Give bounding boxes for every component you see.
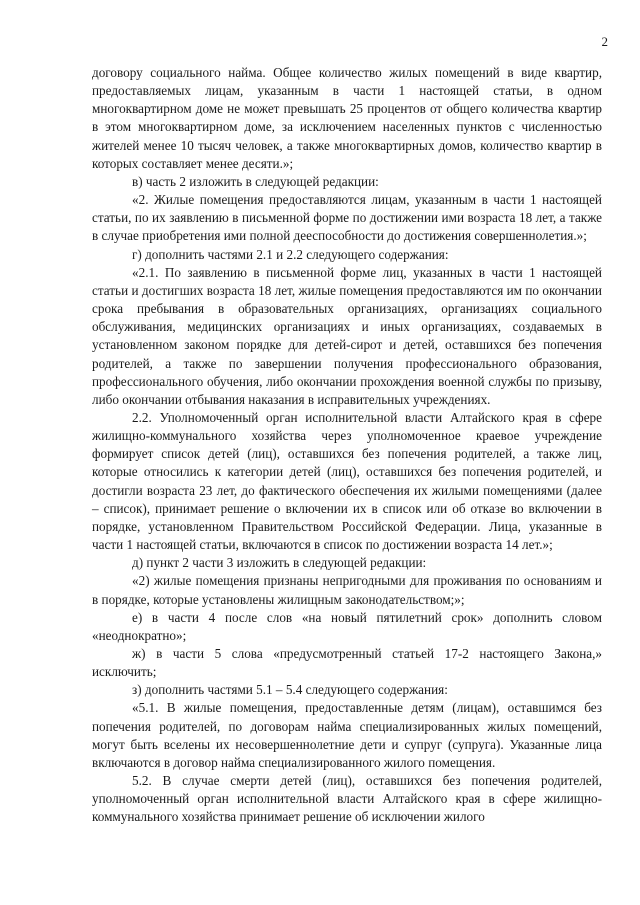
paragraph: г) дополнить частями 2.1 и 2.2 следующего содержания: [132,246,449,262]
paragraph: з) дополнить частями 5.1 – 5.4 следующего содержания: [132,682,448,698]
paragraph: е) в части 4 после слов «на новый пятилетний срок» дополнить словом «неоднократно»; [92,609,602,643]
paragraph: в) часть 2 изложить в следующей редакции: [132,173,379,189]
paragraph: договору социального найма. Общее количество жилых помещений в виде квартир, предоставляемых лицам, указанным в части 1 настоящей статьи, в одном многоквартирном доме не может превышать 25 процентов от общего количества квартир в этом многоквартирном доме, за исключением населенных пунктов с численностью жителей менее 10 тысяч человек, а также многоквартирных домов, количество квартир в которых составляет менее десяти.»; [92,65,602,171]
paragraph: «2.1. По заявлению в письменной форме лиц, указанных в части 1 настоящей статьи и достигших возраста 18 лет, жилые помещения предоставляются им по окончании срока пребывания в образовательных организациях, организациях социального обслуживания, медицинских организациях и иных организациях, создаваемых в установленном законом порядке для детей-сирот и детей, оставшихся без попечения родителей, а также по завершении получения профессионального образования, профессионального обучения, либо окончании прохождения военной службы по призыву, либо окончании отбывания наказания в исправительных учреждениях. [92,264,602,407]
paragraph: «2) жилые помещения признаны непригодными для проживания по основаниям и в порядке, которые установлены жилищным законодательством;»; [92,573,602,607]
paragraph: 5.2. В случае смерти детей (лиц), оставшихся без попечения родителей, уполномоченный орган исполнительной власти Алтайского края в сфере жилищно-коммунального хозяйства принимает решение об исключении жилого [92,773,602,825]
paragraph: «2. Жилые помещения предоставляются лицам, указанным в части 1 настоящей статьи, по их заявлению в письменной форме по достижении ими возраста 18 лет, а также в случае приобретения ими полной дееспособности до достижения совершеннолетия.»; [92,192,602,244]
paragraph: 2.2. Уполномоченный орган исполнительной власти Алтайского края в сфере жилищно-коммунального хозяйства через уполномоченное краевое учреждение формирует список детей (лиц), оставшихся без попечения родителей, а также лиц, которые относились к категории детей (лиц), оставшихся без попечения родителей, и достигли возраста 23 лет, до фактического обеспечения их жилыми помещениями (далее – список), принимает решение о включении их в список или об отказе во включении в порядке, установленном Правительством Российской Федерации. Лица, указанные в части 1 настоящей статьи, включаются в список по достижении возраста 14 лет.»; [92,409,602,553]
page-number: 2 [601,34,608,49]
paragraph: д) пункт 2 части 3 изложить в следующей редакции: [132,555,427,571]
paragraph: ж) в части 5 слова «предусмотренный статьей 17-2 настоящего Закона,» исключить; [92,646,602,680]
document-body [92,64,602,827]
paragraph: «5.1. В жилые помещения, предоставленные детям (лицам), оставшимся без попечения родителей, по договорам найма специализированных жилых помещений, могут быть вселены их несовершеннолетние дети и супруг (супруга). Указанные лица включаются в договор найма специализированного жилого помещения. [92,700,602,770]
